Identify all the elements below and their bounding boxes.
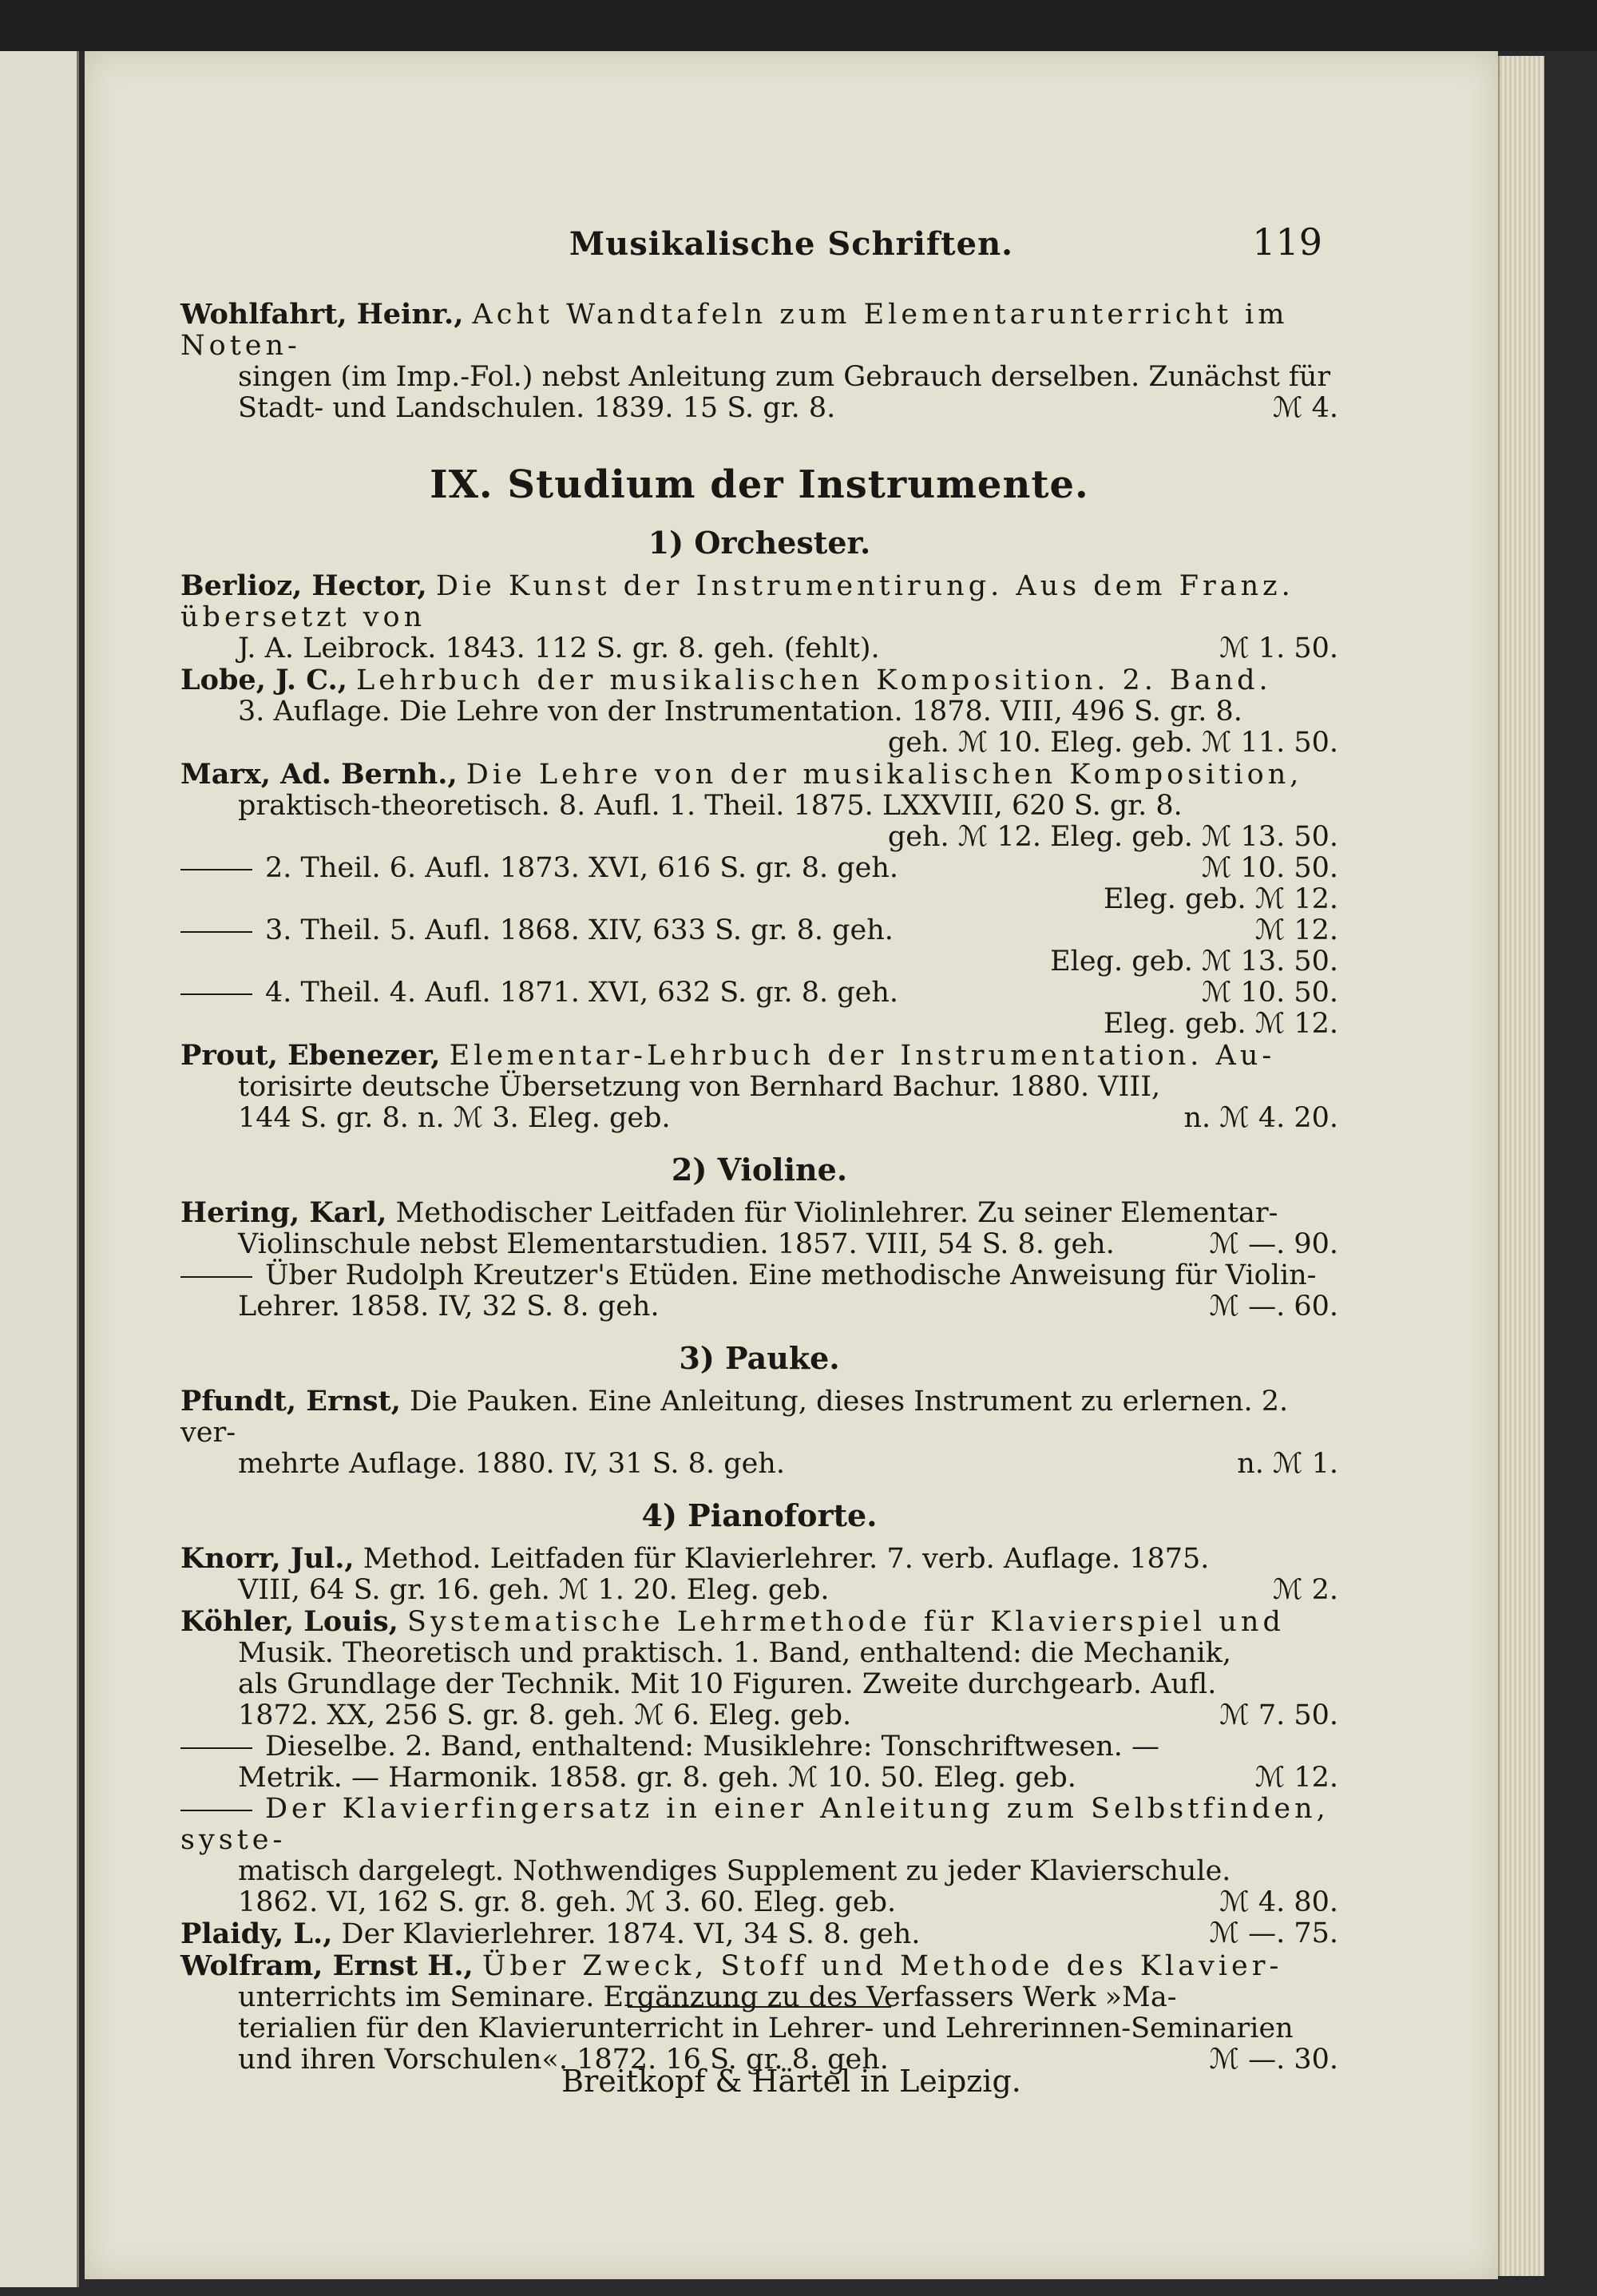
entry-author: Hering, Karl,: [180, 1196, 387, 1229]
entry-text: torisirte deutsche Übersetzung von Bernhard Bachur. 1880. VIII,: [238, 1071, 1161, 1103]
page-number: 119: [1252, 220, 1322, 264]
closing-rule: [628, 2006, 891, 2008]
entry-text: 3. Auflage. Die Lehre von der Instrumentation. 1878. VIII, 496 S. gr. 8.: [238, 696, 1242, 728]
entry-author: Wolfram, Ernst H.,: [180, 1949, 474, 1982]
entry-wohlfahrt: [180, 299, 1338, 424]
entry-text: terialien für den Klavierunterricht in Lehrer- und Lehrerinnen-Seminarien: [238, 2012, 1294, 2044]
entry-price: Eleg. geb. ℳ 13. 50.: [1050, 946, 1338, 977]
ditto-dash: [180, 1276, 252, 1278]
entry-author: Wohlfahrt, Heinr.,: [180, 298, 464, 331]
entry-author: Prout, Ebenezer,: [180, 1039, 441, 1072]
entry-text: 144 S. gr. 8. n. ℳ 3. Eleg. geb.: [238, 1102, 671, 1134]
entry-text: mehrte Auflage. 1880. IV, 31 S. 8. geh.: [238, 1448, 785, 1480]
entry-text: 4. Theil. 4. Aufl. 1871. XVI, 632 S. gr. 8. geh.: [265, 977, 899, 1009]
entry-text: und ihren Vorschulen«. 1872. 16 S. gr. 8. geh.: [238, 2044, 889, 2076]
entry-title: Über Zweck, Stoff und Methode des Klavier-: [481, 1950, 1283, 1982]
entry-text: Violinschule nebst Elementarstudien. 1857. VIII, 54 S. 8. geh.: [238, 1228, 1115, 1260]
entry-text: Stadt- und Landschulen. 1839. 15 S. gr. 8.: [238, 392, 836, 424]
entry-title: Die Lehre von der musikalischen Komposition,: [466, 759, 1303, 791]
book-page: [85, 51, 1498, 2279]
entry-price: n. ℳ 1.: [1237, 1448, 1338, 1480]
facing-page-edge: [0, 51, 79, 2287]
entry-price: n. ℳ 4. 20.: [1183, 1102, 1338, 1134]
entry-prout: [180, 1040, 1338, 1134]
entry-text: J. A. Leibrock. 1843. 112 S. gr. 8. geh. (fehlt).: [238, 632, 880, 664]
entry-text: VIII, 64 S. gr. 16. geh. ℳ 1. 20. Eleg. geb.: [238, 1574, 830, 1606]
entry-price: ℳ 4.: [1273, 392, 1338, 424]
publisher-footer: Breitkopf & Härtel in Leipzig.: [561, 2064, 1021, 2099]
entry-text: Lehrer. 1858. IV, 32 S. 8. geh.: [238, 1291, 660, 1322]
entry-marx: [180, 759, 1338, 1040]
entry-author: Knorr, Jul.,: [180, 1542, 355, 1575]
entry-text: als Grundlage der Technik. Mit 10 Figuren. Zweite durchgearb. Aufl.: [238, 1668, 1217, 1700]
entry-author: Plaidy, L.,: [180, 1917, 333, 1950]
subsection-heading: 4) Pianoforte.: [641, 1497, 878, 1533]
ditto-dash: [180, 1810, 252, 1811]
entry-title: Methodischer Leitfaden für Violinlehrer. Zu seiner Elementar-: [395, 1197, 1278, 1229]
entry-text: 1862. VI, 162 S. gr. 8. geh. ℳ 3. 60. Eleg. geb.: [238, 1886, 897, 1918]
entry-pfundt: [180, 1386, 1338, 1480]
entry-price: ℳ 10. 50.: [1201, 977, 1338, 1009]
subsection-heading: 3) Pauke.: [679, 1340, 840, 1376]
entry-title: Der Klavierlehrer. 1874. VI, 34 S. 8. geh.: [341, 1918, 921, 1950]
entry-title: Acht Wandtafeln zum Elementarunterricht im Noten-: [180, 299, 1289, 362]
entry-text: matisch dargelegt. Nothwendiges Supplement zu jeder Klavierschule.: [238, 1855, 1231, 1887]
entry-text: Über Rudolph Kreutzer's Etüden. Eine methodische Anweisung für Violin-: [265, 1259, 1317, 1291]
entry-title: Die Pauken. Eine Anleitung, dieses Instrument zu erlernen. 2. ver-: [180, 1386, 1289, 1449]
entry-price: ℳ —. 60.: [1209, 1291, 1338, 1322]
entry-text: 2. Theil. 6. Aufl. 1873. XVI, 616 S. gr. 8. geh.: [265, 852, 899, 884]
entry-lobe: [180, 664, 1338, 759]
section-heading: IX. Studium der Instrumente.: [430, 462, 1089, 507]
entry-author: Marx, Ad. Bernh.,: [180, 758, 458, 791]
ditto-dash: [180, 931, 252, 933]
entry-text: Musik. Theoretisch und praktisch. 1. Band, enthaltend: die Mechanik,: [238, 1637, 1231, 1669]
entry-price: Eleg. geb. ℳ 12.: [1103, 1008, 1338, 1040]
ditto-dash: [180, 993, 252, 995]
entry-price: ℳ —. 75.: [1209, 1917, 1338, 1949]
entry-title: Systematische Lehrmethode für Klavierspiel und: [407, 1606, 1285, 1638]
entry-price: ℳ 7. 50.: [1219, 1699, 1338, 1731]
entry-text: Dieselbe. 2. Band, enthaltend: Musiklehre: Tonschriftwesen. —: [265, 1731, 1160, 1763]
entry-price: ℳ 2.: [1273, 1574, 1338, 1606]
entry-knorr: [180, 1543, 1338, 1606]
page-content: [180, 299, 1338, 2076]
entry-title: Die Kunst der Instrumentirung. Aus dem Franz. übersetzt von: [180, 570, 1294, 633]
entry-text: singen (im Imp.-Fol.) nebst Anleitung zum Gebrauch derselben. Zunächst für: [238, 361, 1331, 393]
entry-text: unterrichts im Seminare. Ergänzung zu des Verfassers Werk »Ma-: [238, 1981, 1177, 2013]
entry-price: geh. ℳ 12. Eleg. geb. ℳ 13. 50.: [887, 821, 1338, 853]
entry-text: 1872. XX, 256 S. gr. 8. geh. ℳ 6. Eleg. geb.: [238, 1699, 852, 1731]
entry-berlioz: [180, 570, 1338, 664]
entry-koehler: [180, 1606, 1338, 1918]
entry-text: 3. Theil. 5. Aufl. 1868. XIV, 633 S. gr. 8. geh.: [265, 914, 894, 946]
entry-price: ℳ 1. 50.: [1219, 632, 1338, 664]
entry-title: Elementar-Lehrbuch der Instrumentation. Au-: [449, 1040, 1276, 1072]
ditto-dash: [180, 1747, 252, 1749]
running-head: [85, 220, 1498, 273]
entry-price: geh. ℳ 10. Eleg. geb. ℳ 11. 50.: [887, 727, 1338, 759]
entry-price: ℳ 4. 80.: [1219, 1886, 1338, 1918]
subsection-heading: 2) Violine.: [671, 1152, 848, 1188]
page-edge-stack: [1498, 56, 1544, 2276]
subsection-heading: 1) Orchester.: [648, 525, 871, 561]
entry-price: ℳ —. 90.: [1209, 1228, 1338, 1260]
entry-text: praktisch-theoretisch. 8. Aufl. 1. Theil. 1875. LXXVIII, 620 S. gr. 8.: [238, 790, 1183, 822]
entry-author: Berlioz, Hector,: [180, 569, 427, 602]
entry-author: Pfundt, Ernst,: [180, 1385, 401, 1418]
entry-title: Der Klavierfingersatz in einer Anleitung zum Selbstfinden, syste-: [180, 1793, 1330, 1856]
entry-price: Eleg. geb. ℳ 12.: [1103, 883, 1338, 915]
book-spine-shadow: [0, 0, 1597, 51]
entry-price: ℳ 12.: [1254, 914, 1338, 946]
entry-price: ℳ 10. 50.: [1201, 852, 1338, 884]
entry-plaidy: [180, 1918, 1338, 1950]
entry-text: Metrik. — Harmonik. 1858. gr. 8. geh. ℳ 10. 50. Eleg. geb.: [238, 1762, 1076, 1794]
ditto-dash: [180, 869, 252, 870]
entry-title: Lehrbuch der musikalischen Komposition. 2. Band.: [356, 664, 1272, 696]
entry-hering: [180, 1197, 1338, 1322]
entry-author: Köhler, Louis,: [180, 1605, 398, 1638]
entry-wolfram: [180, 1950, 1338, 2076]
entry-price: ℳ —. 30.: [1209, 2044, 1338, 2076]
running-title: Musikalische Schriften.: [569, 225, 1014, 263]
entry-title: Method. Leitfaden für Klavierlehrer. 7. verb. Auflage. 1875.: [363, 1543, 1210, 1575]
entry-author: Lobe, J. C.,: [180, 664, 347, 696]
entry-price: ℳ 12.: [1254, 1762, 1338, 1794]
